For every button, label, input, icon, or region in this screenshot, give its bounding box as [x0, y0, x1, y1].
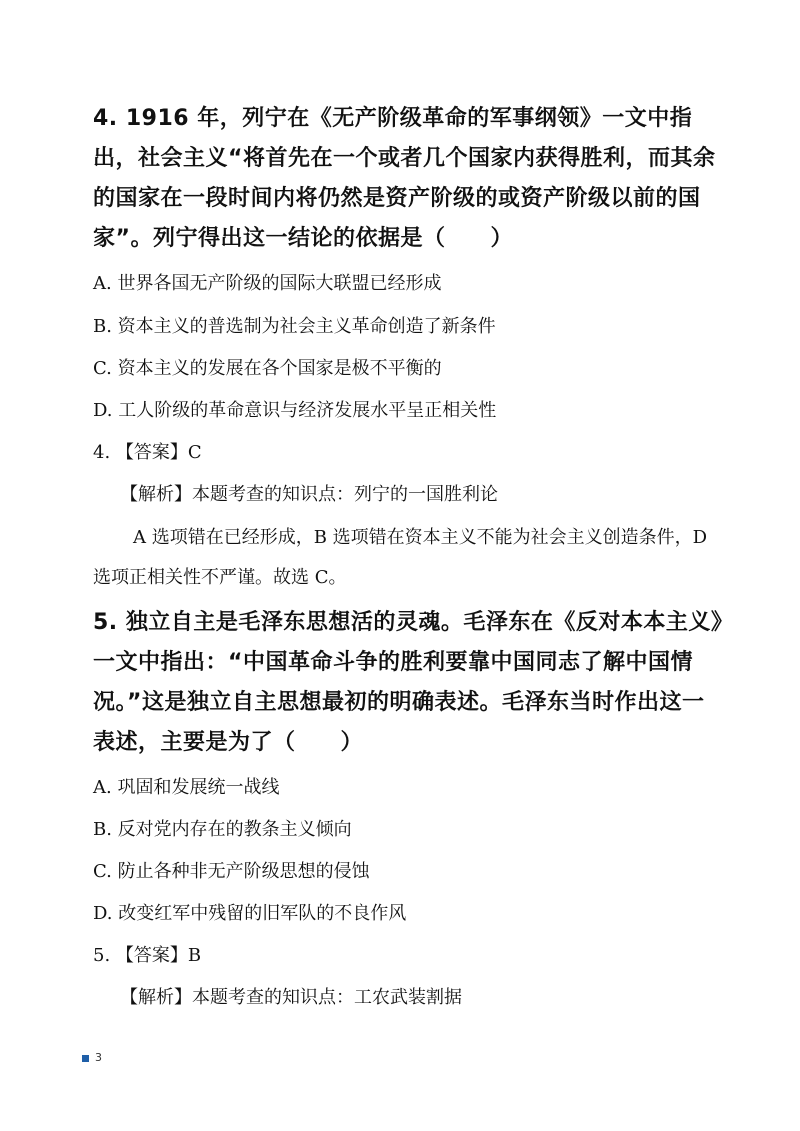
- question-5-option-b: B. 反对党内存在的教条主义倾向: [93, 819, 352, 840]
- question-4-stem: 4. 1916 年，列宁在《无产阶级革命的军事纲领》一文中指出，社会主义“将首先在一个或者几个国家内获得胜利，而其余的国家在一段时间内将仍然是资产阶级的或资产阶级以前的国家”。列宁得出这一结论的依据是（ ）: [93, 106, 716, 251]
- question-5-analysis-title: 【解析】本题考查的知识点：工农武装割据: [120, 987, 462, 1008]
- question-4-option-b: B. 资本主义的普选制为社会主义革命创造了新条件: [93, 316, 496, 337]
- question-4-answer: 4. 【答案】C: [93, 442, 202, 463]
- question-4-option-c: C. 资本主义的发展在各个国家是极不平衡的: [93, 358, 442, 379]
- question-5-option-a: A. 巩固和发展统一战线: [93, 777, 280, 798]
- question-4-analysis-body: A 选项错在已经形成，B 选项错在资本主义不能为社会主义创造条件，D 选项正相关性不严谨。故选 C。: [93, 527, 708, 588]
- question-5-option-d: D. 改变红军中残留的旧军队的不良作风: [93, 903, 407, 924]
- question-4-option-d: D. 工人阶级的革命意识与经济发展水平呈正相关性: [93, 400, 497, 421]
- question-4-analysis-title: 【解析】本题考查的知识点：列宁的一国胜利论: [120, 484, 498, 505]
- question-4-option-a: A. 世界各国无产阶级的国际大联盟已经形成: [93, 273, 442, 294]
- page-number: 3: [95, 1051, 102, 1064]
- question-5-stem: 5. 独立自主是毛泽东思想活的灵魂。毛泽东在《反对本本主义》一文中指出：“中国革命斗争的胜利要靠中国同志了解中国情况。”这是独立自主思想最初的明确表述。毛泽东当时作出这一表述，主要是为了（ ）: [93, 610, 723, 755]
- question-5-answer: 5. 【答案】B: [93, 945, 202, 966]
- page-marker-square: [82, 1055, 89, 1062]
- question-5-option-c: C. 防止各种非无产阶级思想的侵蚀: [93, 861, 370, 882]
